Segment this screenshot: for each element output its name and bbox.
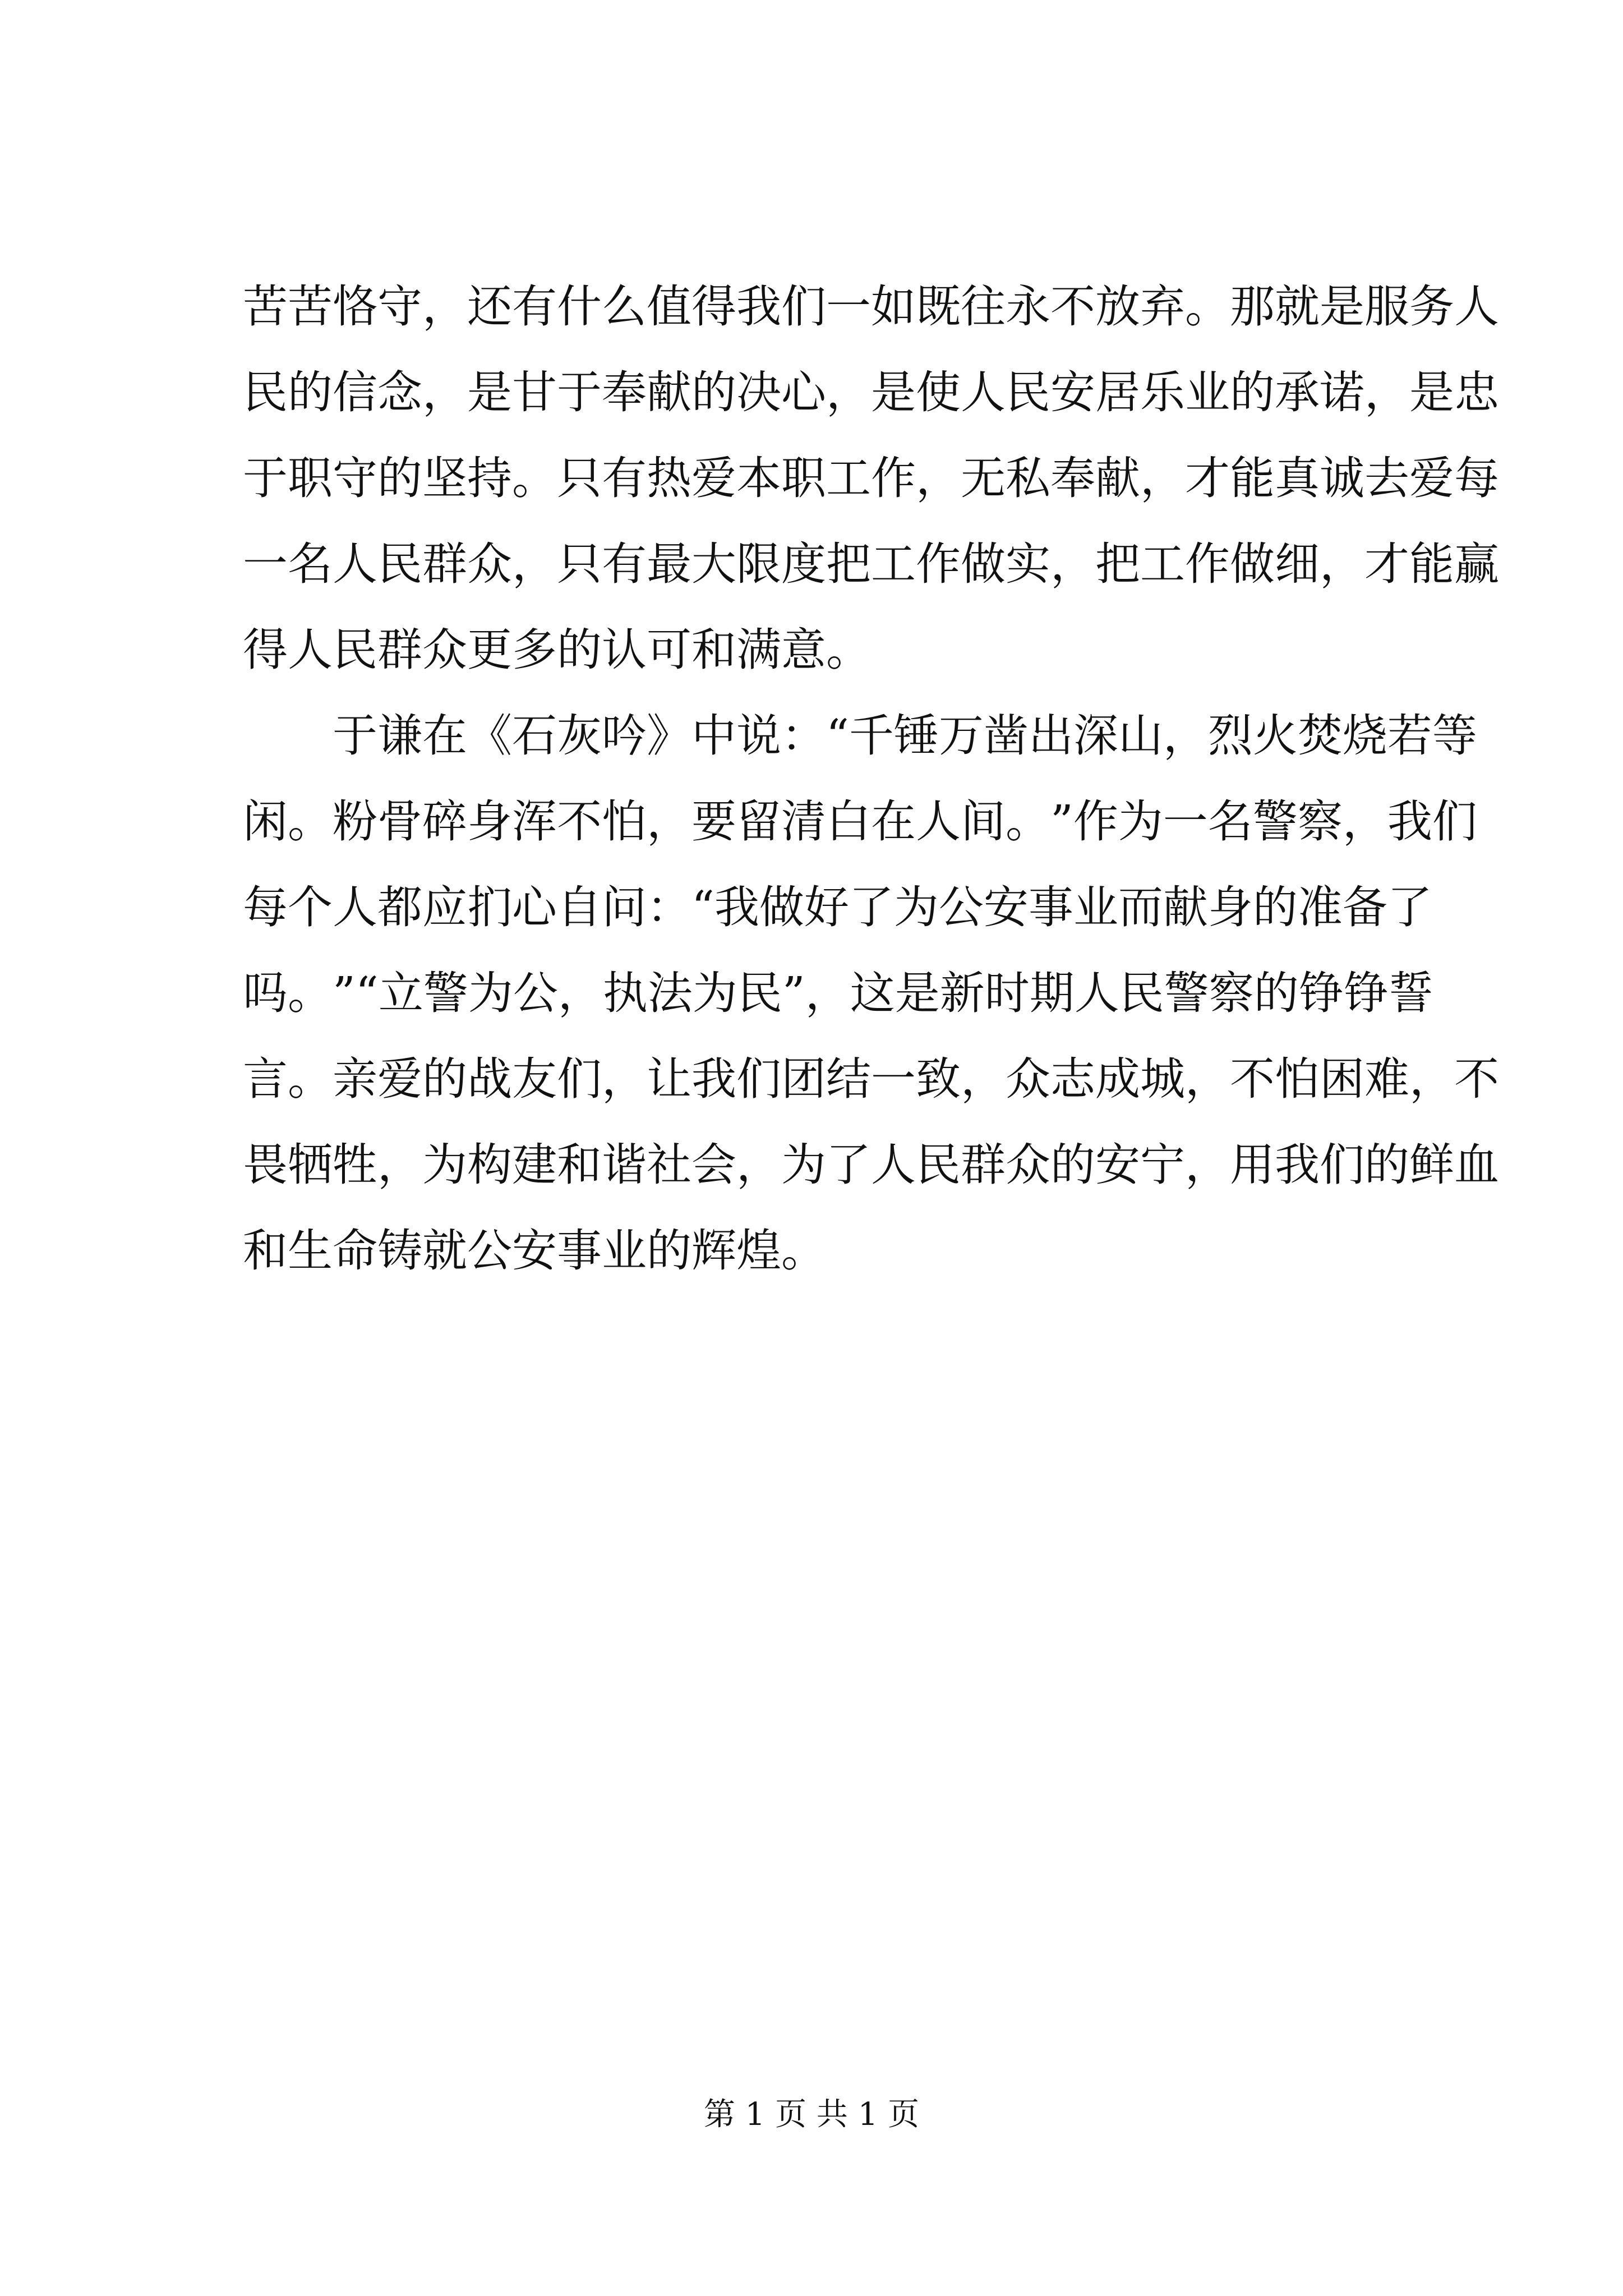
text-line: 和生命铸就公安事业的辉煌。 <box>243 1225 826 1277</box>
text-line: 民 的 信 念 ， 是 甘 于 奉 献 的 决 心 ， 是 使 人 民 安 居 乐 业 的 承 诺 ， 是 忠 <box>243 366 1499 418</box>
text-line: 得人民群众更多的认可和满意。 <box>243 624 871 676</box>
text-line: 于 职 守 的 坚 持 。 只 有 热 爱 本 职 工 作 ， 无 私 奉 献 ， 才 能 真 诚 去 爱 每 <box>243 452 1499 504</box>
body-text <box>243 264 1499 1294</box>
text-line: 言 。 亲 爱 的 战 友 们 ， 让 我 们 团 结 一 致 ， 众 志 成 城 ， 不 怕 困 难 ， 不 <box>243 1053 1499 1105</box>
text-line: 吗 。 ” “ 立 警 为 公 ， 执 法 为 民 ” ， 这 是 新 时 期 人 民 警 察 的 铮 铮 誓 <box>243 967 1433 1019</box>
page-footer: 第 1 页 共 1 页 <box>703 2096 920 2133</box>
text-line: 苦 苦 恪 守 ， 还 有 什 么 值 得 我 们 一 如 既 往 永 不 放 弃 。 那 就 是 服 务 人 <box>243 280 1499 333</box>
text-line: 每 个 人 都 应 扪 心 自 问 ： “ 我 做 好 了 为 公 安 事 业 而 献 身 的 准 备 了 <box>243 881 1432 933</box>
text-line: 畏 牺 牲 ， 为 构 建 和 谐 社 会 ， 为 了 人 民 群 众 的 安 宁 ， 用 我 们 的 鲜 血 <box>243 1139 1499 1191</box>
text-line: 于 谦 在 《 石 灰 吟 》 中 说 ： “ 千 锤 万 凿 出 深 山 ， 烈 火 焚 烧 若 等 <box>333 710 1477 762</box>
text-line: 闲 。 粉 骨 碎 身 浑 不 怕 ， 要 留 清 白 在 人 间 。 ” 作 为 一 名 警 察 ， 我 们 <box>243 795 1477 848</box>
text-line: 一 名 人 民 群 众 ， 只 有 最 大 限 度 把 工 作 做 实 ， 把 工 作 做 细 ， 才 能 赢 <box>243 538 1499 590</box>
